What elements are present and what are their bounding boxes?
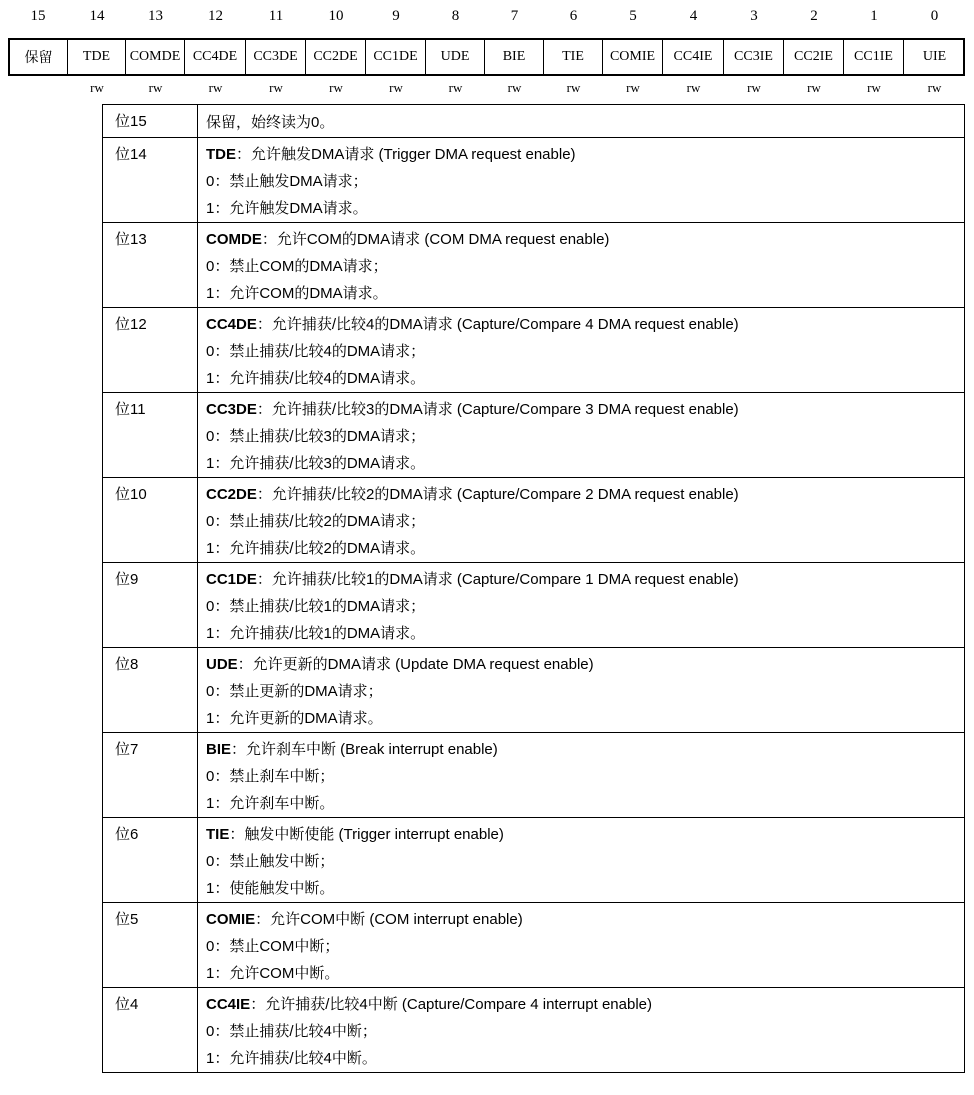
field-name: TIE: [206, 826, 230, 843]
bit-description-row: [103, 818, 965, 903]
bit-number: 1: [870, 8, 878, 24]
access-type: rw: [269, 80, 283, 95]
field-title: ：允许刹车中断 (Break interrupt enable): [231, 741, 498, 758]
value-description: 1：允许更新的DMA请求。: [206, 710, 383, 727]
bit-description-row: [103, 733, 965, 818]
value-description: 1：允许COM的DMA请求。: [206, 285, 388, 302]
register-field-cc3ie: CC3IE: [724, 40, 784, 74]
register-field-tie: TIE: [544, 40, 603, 74]
bit-description-row: [103, 308, 965, 393]
field-title: 保留，始终读为0。: [206, 114, 335, 131]
bit-position: 位12: [103, 308, 198, 393]
register-field-map: [8, 38, 965, 76]
bit-position: 位14: [103, 138, 198, 223]
value-description: 0：禁止捕获/比较4的DMA请求；: [206, 343, 426, 360]
bit-number: 12: [208, 8, 223, 24]
field-heading: [206, 566, 964, 593]
bit-number: 5: [629, 8, 637, 24]
bit-description-row: [103, 223, 965, 308]
field-name: CC4DE: [206, 316, 257, 333]
field-title: ：允许捕获/比较4中断 (Capture/Compare 4 interrupt enable): [250, 996, 652, 1013]
field-name: COMIE: [206, 911, 256, 928]
bit-description: [198, 563, 965, 648]
bit-description: [198, 138, 965, 223]
bit-number: 15: [30, 8, 46, 24]
access-type: rw: [448, 80, 463, 95]
value-description: 0：禁止捕获/比较3的DMA请求；: [206, 428, 426, 445]
value-description: 1：使能触发中断。: [206, 880, 335, 897]
bit-position: 位11: [103, 393, 198, 478]
field-title: ：允许捕获/比较3的DMA请求 (Capture/Compare 3 DMA request enable): [256, 401, 739, 418]
bit-description-table: [102, 104, 965, 1073]
value-description: 0：禁止更新的DMA请求；: [206, 683, 383, 700]
access-type: rw: [329, 80, 343, 95]
register-field-ude: UDE: [426, 40, 485, 74]
bit-number: 8: [451, 8, 460, 24]
bit-number: 10: [328, 8, 344, 24]
register-field-cc4ie: CC4IE: [663, 40, 724, 74]
access-type: rw: [686, 80, 701, 95]
value-description: 0：禁止刹车中断；: [206, 768, 335, 785]
register-field-reserved: 保留: [10, 40, 68, 74]
bit-position: 位9: [103, 563, 198, 648]
bit-number: 3: [750, 8, 758, 24]
field-name: CC1DE: [206, 571, 257, 588]
field-title: ：允许捕获/比较2的DMA请求 (Capture/Compare 2 DMA request enable): [256, 486, 739, 503]
bit-description-row: [103, 563, 965, 648]
access-type: rw: [148, 80, 163, 95]
bit-description: [198, 733, 965, 818]
field-heading: [206, 991, 964, 1018]
field-name: CC3DE: [206, 401, 257, 418]
field-name: BIE: [206, 741, 232, 758]
bit-number: 0: [930, 8, 939, 24]
bit-description: [198, 478, 965, 563]
bit-number-row: [8, 8, 965, 30]
bit-position: 位13: [103, 223, 198, 308]
register-field-comie: COMIE: [603, 40, 663, 74]
bit-description-row: [103, 105, 965, 138]
register-field-cc2ie: CC2IE: [784, 40, 844, 74]
value-description: 0：禁止COM的DMA请求；: [206, 258, 388, 275]
field-heading: [206, 651, 964, 678]
bit-number: 6: [569, 8, 578, 24]
field-title: ：允许更新的DMA请求 (Update DMA request enable): [237, 656, 594, 673]
bit-description: [198, 818, 965, 903]
access-type: rw: [626, 80, 640, 95]
field-title: ：允许COM中断 (COM interrupt enable): [255, 911, 523, 928]
bit-description: [198, 648, 965, 733]
register-field-uie: UIE: [922, 49, 947, 64]
register-field-cc4de: CC4DE: [185, 40, 246, 74]
field-name: COMDE: [206, 231, 262, 248]
register-field-cc2de: CC2DE: [306, 40, 366, 74]
bit-position: 位8: [103, 648, 198, 733]
bit-description: [198, 308, 965, 393]
access-type: rw: [389, 80, 403, 95]
access-type: rw: [90, 80, 104, 95]
value-description: 0：禁止捕获/比较4中断；: [206, 1023, 377, 1040]
field-name: CC2DE: [206, 486, 257, 503]
register-field-cc3de: CC3DE: [246, 40, 306, 74]
register-field-bie: BIE: [485, 40, 544, 74]
field-name: CC4IE: [206, 996, 251, 1013]
bit-position: 位7: [103, 733, 198, 818]
bit-description-row: [103, 988, 965, 1073]
field-heading: [206, 736, 964, 763]
access-type: rw: [867, 80, 881, 95]
access-type: rw: [208, 80, 223, 95]
bit-position: 位4: [103, 988, 198, 1073]
bit-number: 14: [89, 8, 105, 24]
bit-position: 位5: [103, 903, 198, 988]
value-description: 0：禁止捕获/比较2的DMA请求；: [206, 513, 426, 530]
field-heading: [206, 108, 964, 137]
bit-number: 13: [148, 8, 163, 24]
value-description: 1：允许刹车中断。: [206, 795, 335, 812]
register-field-cc1de: CC1DE: [366, 40, 426, 74]
value-description: 1：允许捕获/比较4的DMA请求。: [206, 370, 426, 387]
field-title: ：允许COM的DMA请求 (COM DMA request enable): [261, 231, 610, 248]
value-description: 0：禁止COM中断；: [206, 938, 340, 955]
access-type-row: [8, 80, 965, 98]
field-heading: [206, 311, 964, 338]
access-type: rw: [566, 80, 581, 95]
field-heading: [206, 481, 964, 508]
bit-description-row: [103, 478, 965, 563]
access-type: rw: [507, 80, 522, 95]
register-field-tde: TDE: [68, 40, 126, 74]
access-type: rw: [807, 80, 821, 95]
value-description: 0：禁止捕获/比较1的DMA请求；: [206, 598, 426, 615]
bit-number: 9: [392, 8, 400, 24]
bit-description: [198, 393, 965, 478]
bit-description-row: [103, 903, 965, 988]
bit-description: [198, 105, 965, 138]
field-heading: [206, 396, 964, 423]
value-description: 0：禁止触发DMA请求；: [206, 173, 368, 190]
bit-description: [198, 988, 965, 1073]
value-description: 1：允许COM中断。: [206, 965, 340, 982]
access-type: rw: [927, 80, 942, 95]
bit-description: [198, 223, 965, 308]
field-heading: [206, 821, 964, 848]
field-heading: [206, 906, 964, 933]
field-name: UDE: [206, 656, 238, 673]
value-description: 1：允许触发DMA请求。: [206, 200, 368, 217]
register-field-comde: COMDE: [126, 40, 185, 74]
bit-position: 位15: [103, 105, 198, 138]
bit-number: 7: [510, 8, 519, 24]
access-type: rw: [747, 80, 761, 95]
bit-description: [198, 903, 965, 988]
value-description: 1：允许捕获/比较1的DMA请求。: [206, 625, 426, 642]
bit-number: 11: [268, 8, 284, 24]
value-description: 1：允许捕获/比较4中断。: [206, 1050, 377, 1067]
bit-position: 位10: [103, 478, 198, 563]
value-description: 1：允许捕获/比较3的DMA请求。: [206, 455, 426, 472]
field-name: TDE: [206, 146, 236, 163]
value-description: 0：禁止触发中断；: [206, 853, 335, 870]
bit-description-row: [103, 138, 965, 223]
bit-position: 位6: [103, 818, 198, 903]
bit-number: 2: [810, 8, 818, 24]
field-title: ：允许捕获/比较4的DMA请求 (Capture/Compare 4 DMA request enable): [256, 316, 739, 333]
field-heading: [206, 226, 964, 253]
field-heading: [206, 141, 964, 168]
register-field-cc1ie: CC1IE: [844, 40, 904, 74]
field-title: ：允许触发DMA请求 (Trigger DMA request enable): [236, 146, 576, 163]
bit-number: 4: [689, 8, 698, 24]
value-description: 1：允许捕获/比较2的DMA请求。: [206, 540, 426, 557]
field-title: ：触发中断使能 (Trigger interrupt enable): [229, 826, 504, 843]
field-title: ：允许捕获/比较1的DMA请求 (Capture/Compare 1 DMA request enable): [256, 571, 739, 588]
bit-description-row: [103, 393, 965, 478]
bit-description-row: [103, 648, 965, 733]
